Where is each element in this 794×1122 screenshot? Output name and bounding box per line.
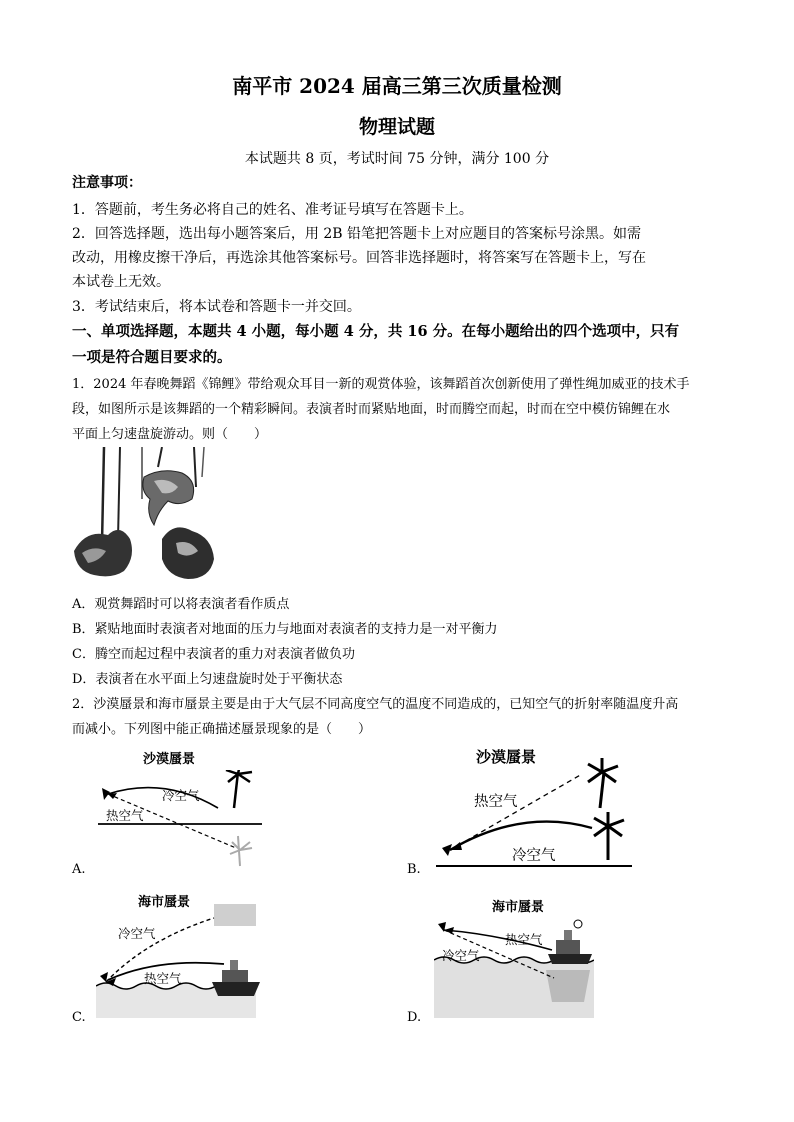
notes-line: 本试卷上无效。 (72, 274, 170, 290)
diagram-d-letter: D. (407, 1010, 422, 1025)
notes-line: 改动，用橡皮擦干净后，再选涂其他答案标号。回答非选择题时，将答案写在答题卡上，写在 (72, 250, 646, 266)
diagram-d (434, 910, 594, 1018)
diagram-b-title: 沙漠蜃景 (476, 748, 537, 766)
mirage-ship (214, 904, 256, 926)
ship (548, 954, 592, 964)
diagram-c-letter: C. (72, 1010, 86, 1025)
diagram-a-letter: A. (72, 862, 86, 877)
q1-stem: 1．2024 年春晚舞蹈《锦鲤》带给观众耳目一新的观赏体验，该舞蹈首次创新使用了弹性绳加威亚的技术手 (72, 377, 690, 392)
q1-option-b: B．紧贴地面时表演者对地面的压力与地面对表演者的支持力是一对平衡力 (72, 622, 498, 637)
diagram-c-title: 海市蜃景 (138, 895, 191, 910)
page-subtitle: 物理试题 (358, 116, 435, 138)
diagram-a-upper-label: 冷空气 (162, 788, 200, 803)
diagram-c-upper-label: 冷空气 (118, 926, 156, 941)
virtual-ray (450, 774, 582, 850)
diagram-d-title: 海市蜃景 (492, 900, 545, 915)
q1-stem: 段，如图所示是该舞蹈的一个精彩瞬间。表演者时而紧贴地面，时而腾空而起，时而在空中模仿锦鲤在水 (72, 402, 671, 417)
q2-stem: 2．沙漠蜃景和海市蜃景主要是由于大气层不同高度空气的温度不同造成的，已知空气的折射率随温度升高 (72, 697, 679, 712)
section-heading: 一、单项选择题，本题共 4 小题，每小题 4 分，共 16 分。在每小题给出的四个选项中，只有 (72, 323, 680, 340)
ship (212, 982, 260, 996)
diagram-b-letter: B. (407, 862, 421, 877)
q2-stem: 而减小。下列图中能正确描述蜃景现象的是（ ） (72, 722, 372, 737)
notes-line: 3．考试结束后，将本试卷和答题卡一并交回。 (72, 299, 361, 315)
diagram-a-title: 沙漠蜃景 (143, 752, 196, 767)
q1-stem: 平面上匀速盘旋游动。则（ ） (72, 427, 268, 442)
diagram-c-lower-label: 热空气 (144, 971, 182, 986)
notes-line: 2．回答选择题，选出每小题答案后，用 2B 铅笔把答题卡上对应题目的答案标号涂黑。如需 (72, 226, 642, 242)
diagram-a-lower-label: 热空气 (106, 808, 144, 823)
diagram-b-upper-label: 热空气 (474, 794, 518, 810)
q1-option-d: D．表演者在水平面上匀速盘旋时处于平衡状态 (72, 672, 343, 687)
diagram-d-lower-label: 冷空气 (442, 948, 480, 963)
notes-line: 1．答题前，考生务必将自己的姓名、准考证号填写在答题卡上。 (72, 202, 473, 218)
page-title: 南平市 2024 届高三第三次质量检测 (232, 74, 562, 98)
exam-info: 本试题共 8 页，考试时间 75 分钟，满分 100 分 (244, 151, 550, 167)
notes-heading: 注意事项： (72, 175, 142, 191)
diagram-b-lower-label: 冷空气 (512, 848, 556, 864)
diagram-d-upper-label: 热空气 (505, 932, 543, 947)
q1-option-a: A．观赏舞蹈时可以将表演者看作质点 (72, 597, 290, 612)
mirage-ship (546, 970, 590, 1002)
diagram-c (96, 900, 262, 1018)
section-heading: 一项是符合题目要求的。 (72, 349, 232, 366)
dance-photo (72, 447, 222, 583)
q1-option-c: C．腾空而起过程中表演者的重力对表演者做负功 (72, 647, 355, 662)
